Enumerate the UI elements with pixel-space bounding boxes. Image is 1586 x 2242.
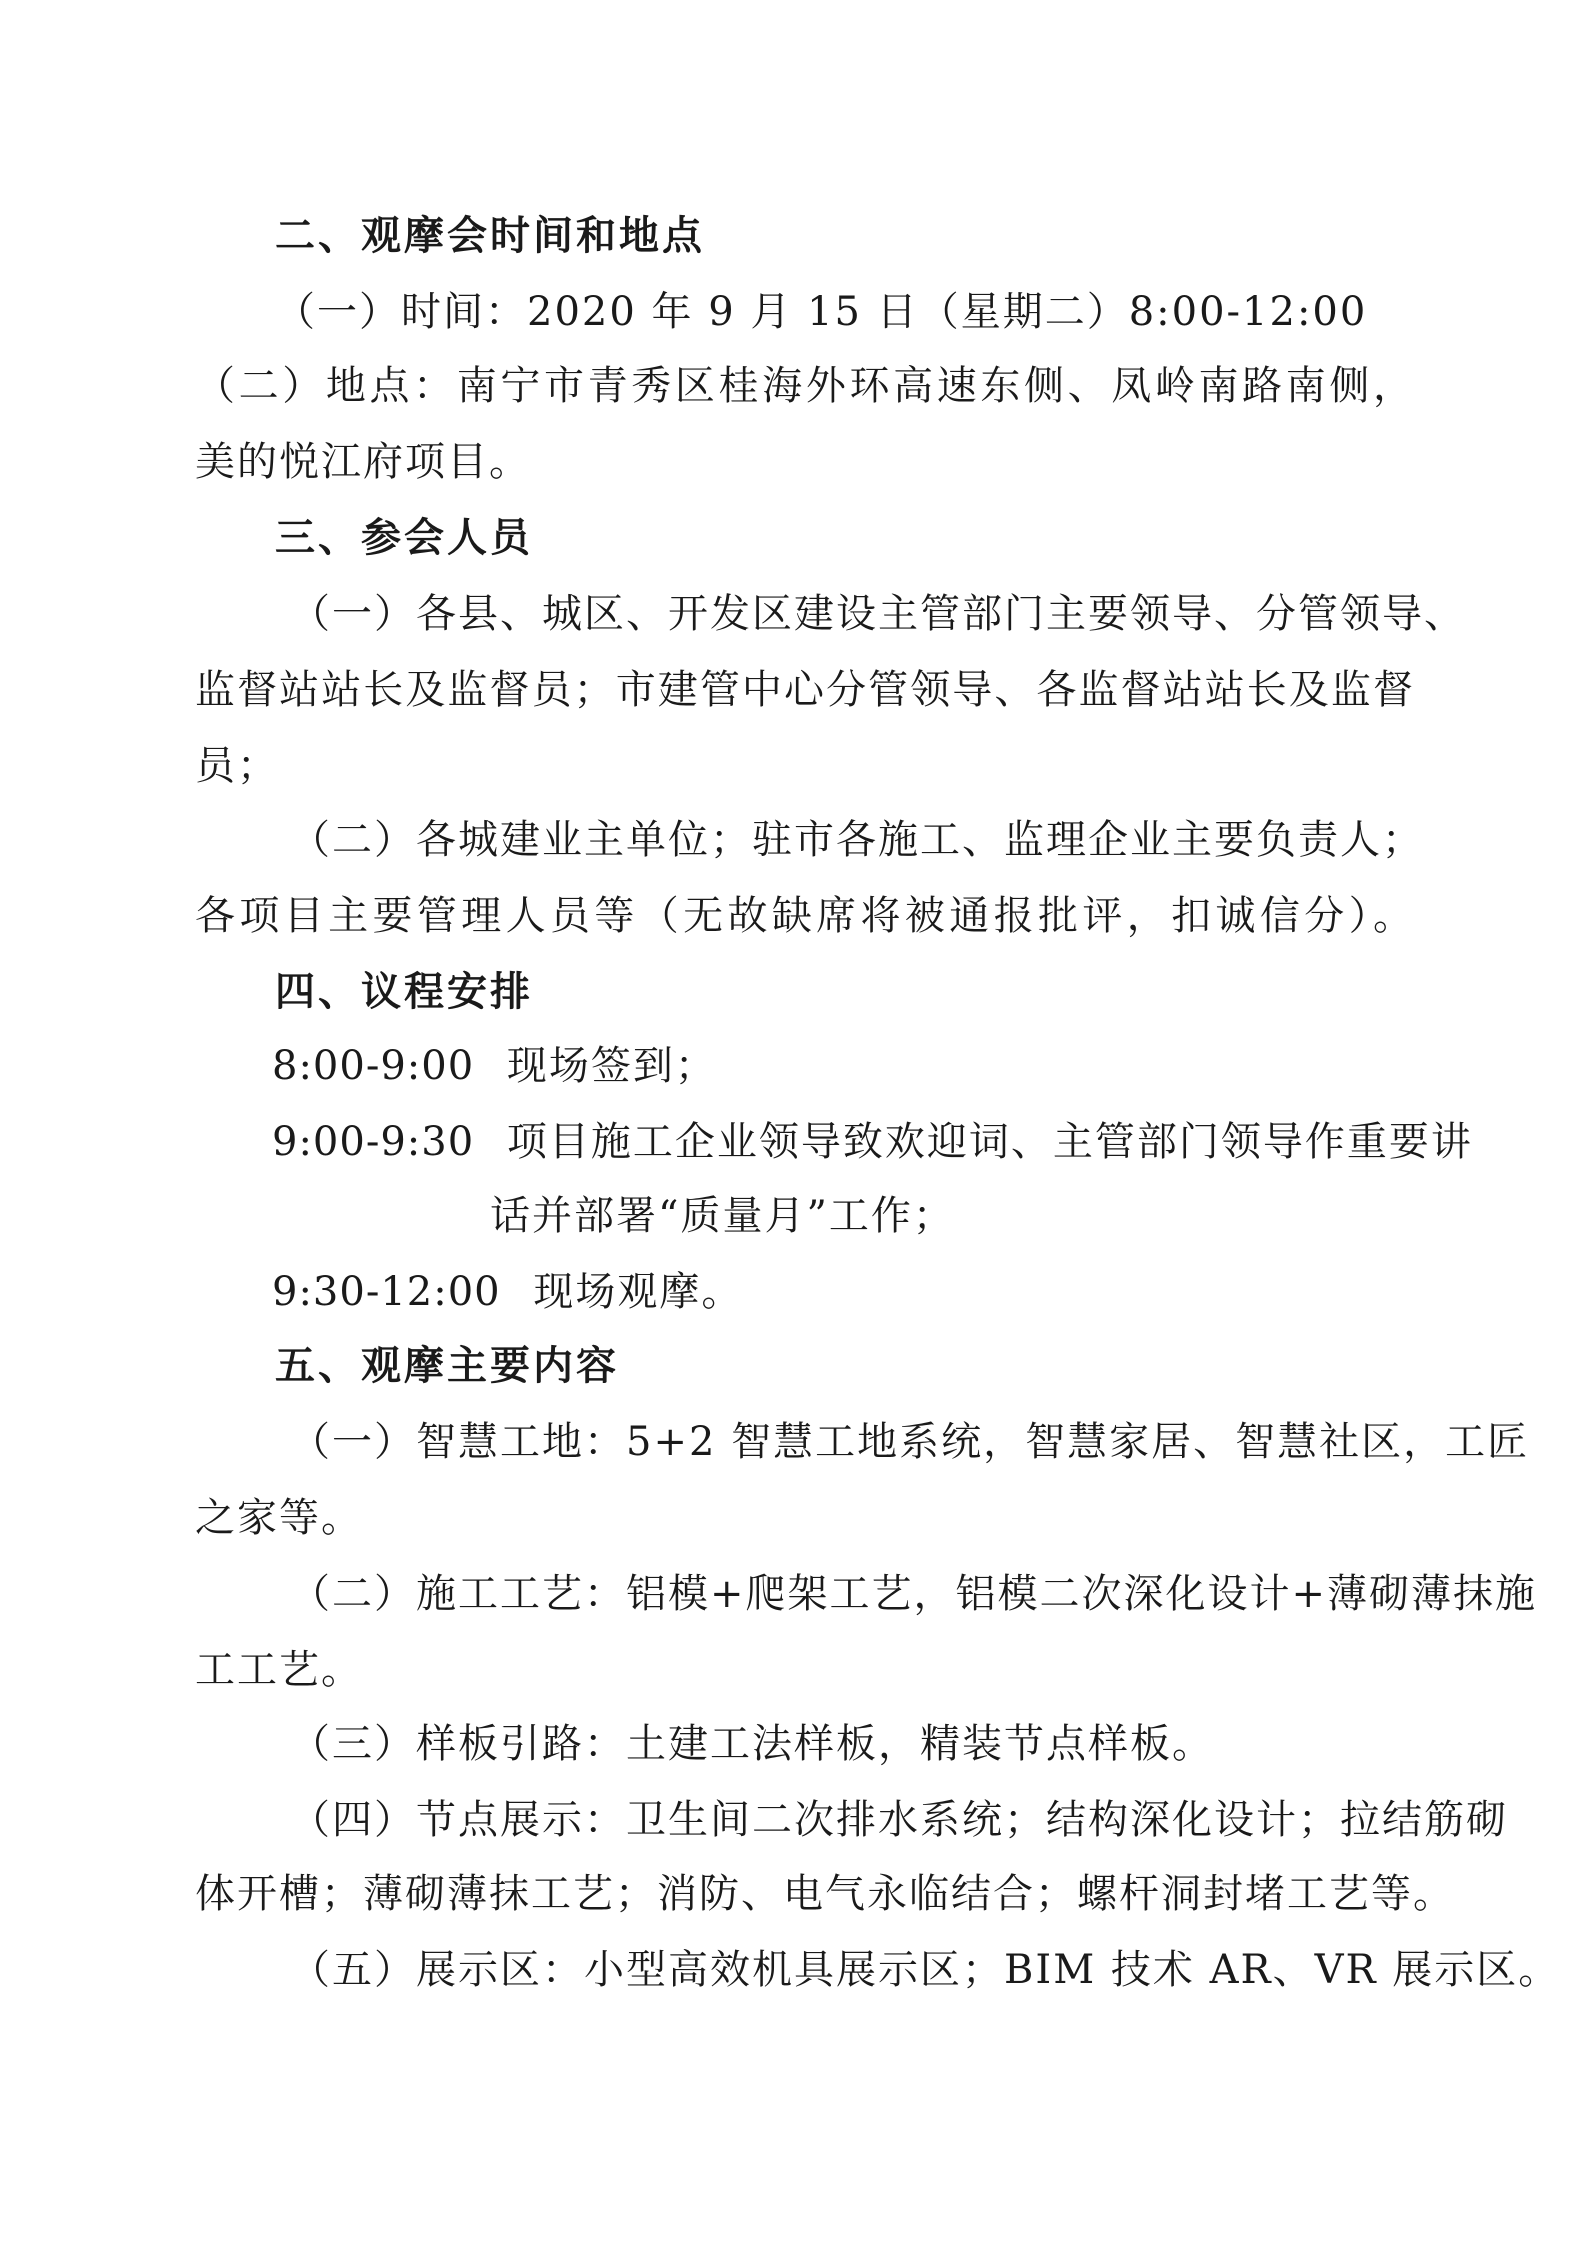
content-p4-line-1: （四）节点展示：卫生间二次排水系统；结构深化设计；拉结筋砌 (290, 1797, 1508, 1843)
section-heading-time-place: 二、观摩会时间和地点 (275, 213, 705, 259)
agenda-text: 现场观摩。 (533, 1269, 744, 1315)
content-p2-line-2: 工工艺。 (195, 1647, 363, 1693)
place-line-2: 美的悦江府项目。 (195, 439, 531, 485)
place-line-1: （二）地点：南宁市青秀区桂海外环高速东侧、凤岭南路南侧， (195, 363, 1415, 409)
agenda-row (272, 1266, 743, 1318)
time-line: （一）时间：2020 年 9 月 15 日（星期二）8:00-12:00 (275, 289, 1368, 335)
content-p3-line-1: （三）样板引路：土建工法样板，精装节点样板。 (290, 1721, 1214, 1767)
section-heading-content: 五、观摩主要内容 (275, 1343, 619, 1389)
attendees-p1-line-3: 员； (195, 743, 279, 789)
content-p1-line-2: 之家等。 (195, 1495, 363, 1541)
attendees-p1-line-2: 监督站站长及监督员；市建管中心分管领导、各监督站站长及监督 (195, 667, 1415, 713)
section-heading-attendees: 三、参会人员 (275, 515, 533, 561)
agenda-row (272, 1116, 1473, 1168)
agenda-text-continued: 话并部署“质量月”工作； (490, 1193, 955, 1239)
agenda-row (272, 1040, 717, 1092)
attendees-p1-line-1: （一）各县、城区、开发区建设主管部门主要领导、分管领导、 (290, 591, 1466, 637)
content-p2-line-1: （二）施工工艺：铝模+爬架工艺，铝模二次深化设计+薄砌薄抹施 (290, 1571, 1538, 1617)
attendees-p2-line-1: （二）各城建业主单位；驻市各施工、监理企业主要负责人； (290, 817, 1424, 863)
agenda-time: 9:30-12:00 (272, 1269, 501, 1315)
agenda-time: 8:00-9:00 (272, 1043, 475, 1089)
content-p5-line-1: （五）展示区：小型高效机具展示区；BIM 技术 AR、VR 展示区。 (290, 1947, 1561, 1993)
attendees-p2-line-2: 各项目主要管理人员等（无故缺席将被通报批评，扣诚信分）。 (195, 893, 1415, 939)
content-p1-line-1: （一）智慧工地：5+2 智慧工地系统，智慧家居、智慧社区，工匠 (290, 1419, 1530, 1465)
section-heading-agenda: 四、议程安排 (275, 969, 533, 1015)
agenda-text: 现场签到； (506, 1043, 717, 1089)
content-p4-line-2: 体开槽；薄砌薄抹工艺；消防、电气永临结合；螺杆洞封堵工艺等。 (195, 1871, 1455, 1917)
agenda-time: 9:00-9:30 (272, 1119, 475, 1165)
agenda-text: 项目施工企业领导致欢迎词、主管部门领导作重要讲 (506, 1119, 1473, 1165)
